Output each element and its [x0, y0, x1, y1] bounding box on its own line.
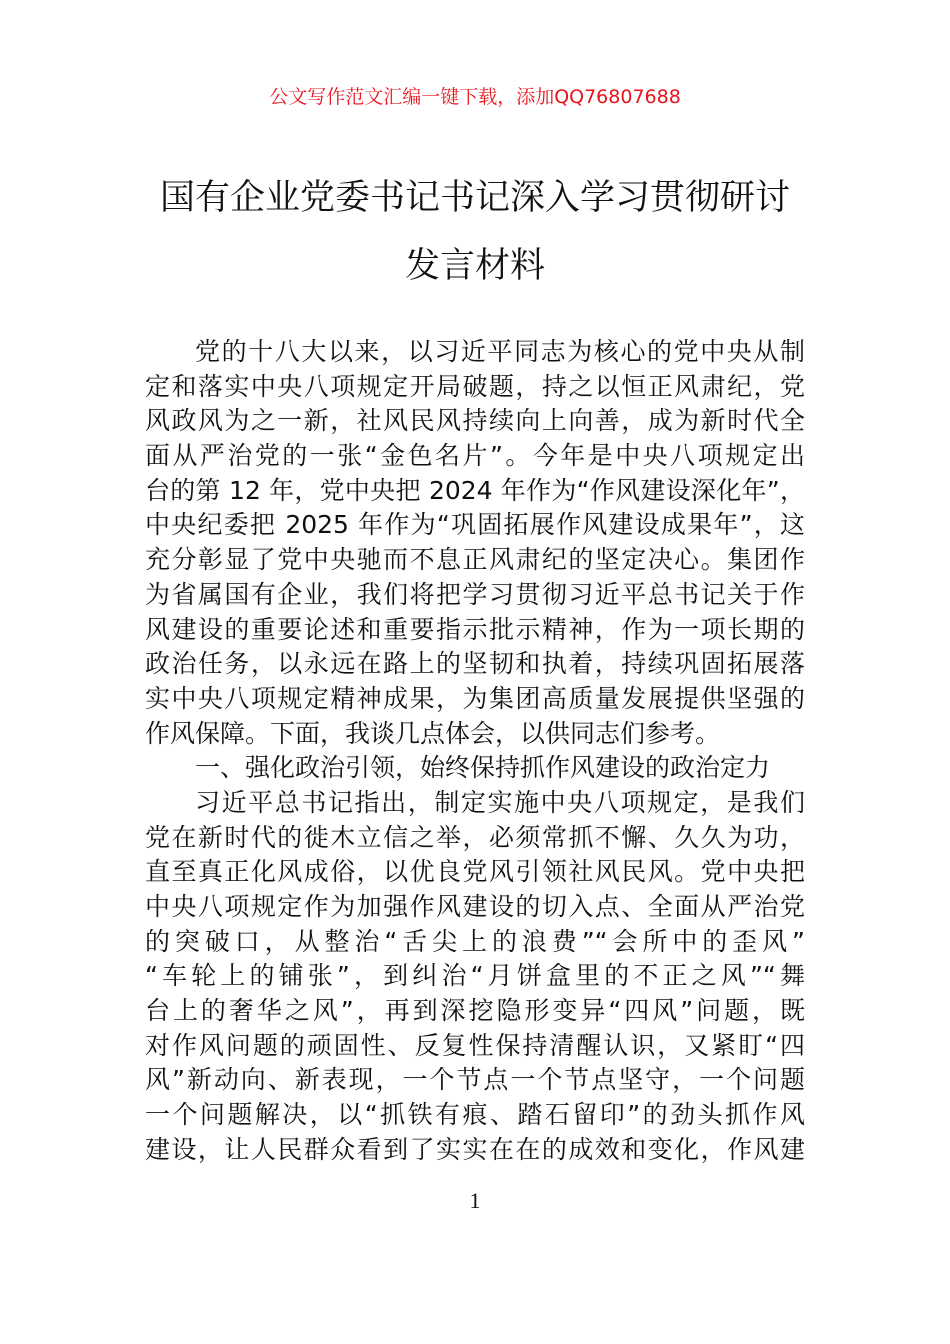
paragraph [145, 786, 805, 1168]
text-line: 对作风问题的顽固性、反复性保持清醒认识，又紧盯“四 [145, 1030, 805, 1060]
text-line: 台上的奢华之风”，再到深挖隐形变异“四风”问题，既 [145, 996, 805, 1026]
document-body [145, 335, 805, 1168]
text-line: 台的第 12 年，党中央把 2024 年作为“作风建设深化年”， [145, 475, 805, 505]
text-line: 充分彰显了党中央驰而不息正风肃纪的坚定决心。集团作 [145, 545, 805, 575]
page-number: 1 [469, 1188, 481, 1213]
text-line: 政治任务，以永远在路上的坚韧和执着，持续巩固拓展落 [145, 649, 805, 679]
text-line: 习近平总书记指出，制定实施中央八项规定，是我们 [195, 787, 805, 817]
text-line: 一个问题解决，以“抓铁有痕、踏石留印”的劲头抓作风 [145, 1100, 805, 1130]
text-line: 定和落实中央八项规定开局破题，持之以恒正风肃纪，党 [145, 371, 805, 401]
text-line: 实中央八项规定精神成果，为集团高质量发展提供坚强的 [145, 683, 805, 713]
text-line: 党的十八大以来，以习近平同志为核心的党中央从制 [195, 337, 805, 366]
document-title-line-1: 国有企业党委书记书记深入学习贯彻研讨 [159, 178, 790, 218]
text-line: 的突破口，从整治“舌尖上的浪费”“会所中的歪风” [145, 926, 805, 956]
text-line: 面从严治党的一张“金色名片”。今年是中央八项规定出 [145, 441, 805, 471]
text-line: 直至真正化风成俗，以优良党风引领社风民风。党中央把 [145, 857, 805, 887]
text-line: 中央八项规定作为加强作风建设的切入点、全面从严治党 [145, 892, 805, 921]
text-line: 风政风为之一新，社风民风持续向上向善，成为新时代全 [145, 406, 805, 436]
text-line: 为省属国有企业，我们将把学习贯彻习近平总书记关于作 [145, 579, 805, 609]
section-heading [145, 751, 805, 786]
text-line: 一、强化政治引领，始终保持抓作风建设的政治定力 [195, 753, 771, 783]
download-banner-link[interactable]: 公文写作范文汇编一键下载，添加QQ76807688 [269, 86, 681, 108]
paragraph [145, 335, 805, 751]
text-line: 风”新动向、新表现，一个节点一个节点坚守，一个问题 [145, 1065, 805, 1095]
document-title-line-2: 发言材料 [404, 246, 545, 286]
text-line: 作风保障。下面，我谈几点体会，以供同志们参考。 [145, 718, 721, 748]
text-line: 中央纪委把 2025 年作为“巩固拓展作风建设成果年”，这 [145, 510, 805, 540]
text-line: 党在新时代的徙木立信之举，必须常抓不懈、久久为功， [145, 822, 805, 852]
text-line: 建设，让人民群众看到了实实在在的成效和变化，作风建 [145, 1134, 805, 1164]
text-line: 风建设的重要论述和重要指示批示精神，作为一项长期的 [145, 614, 805, 644]
text-line: “车轮上的铺张”，到纠治“月饼盒里的不正之风”“舞 [145, 961, 805, 991]
